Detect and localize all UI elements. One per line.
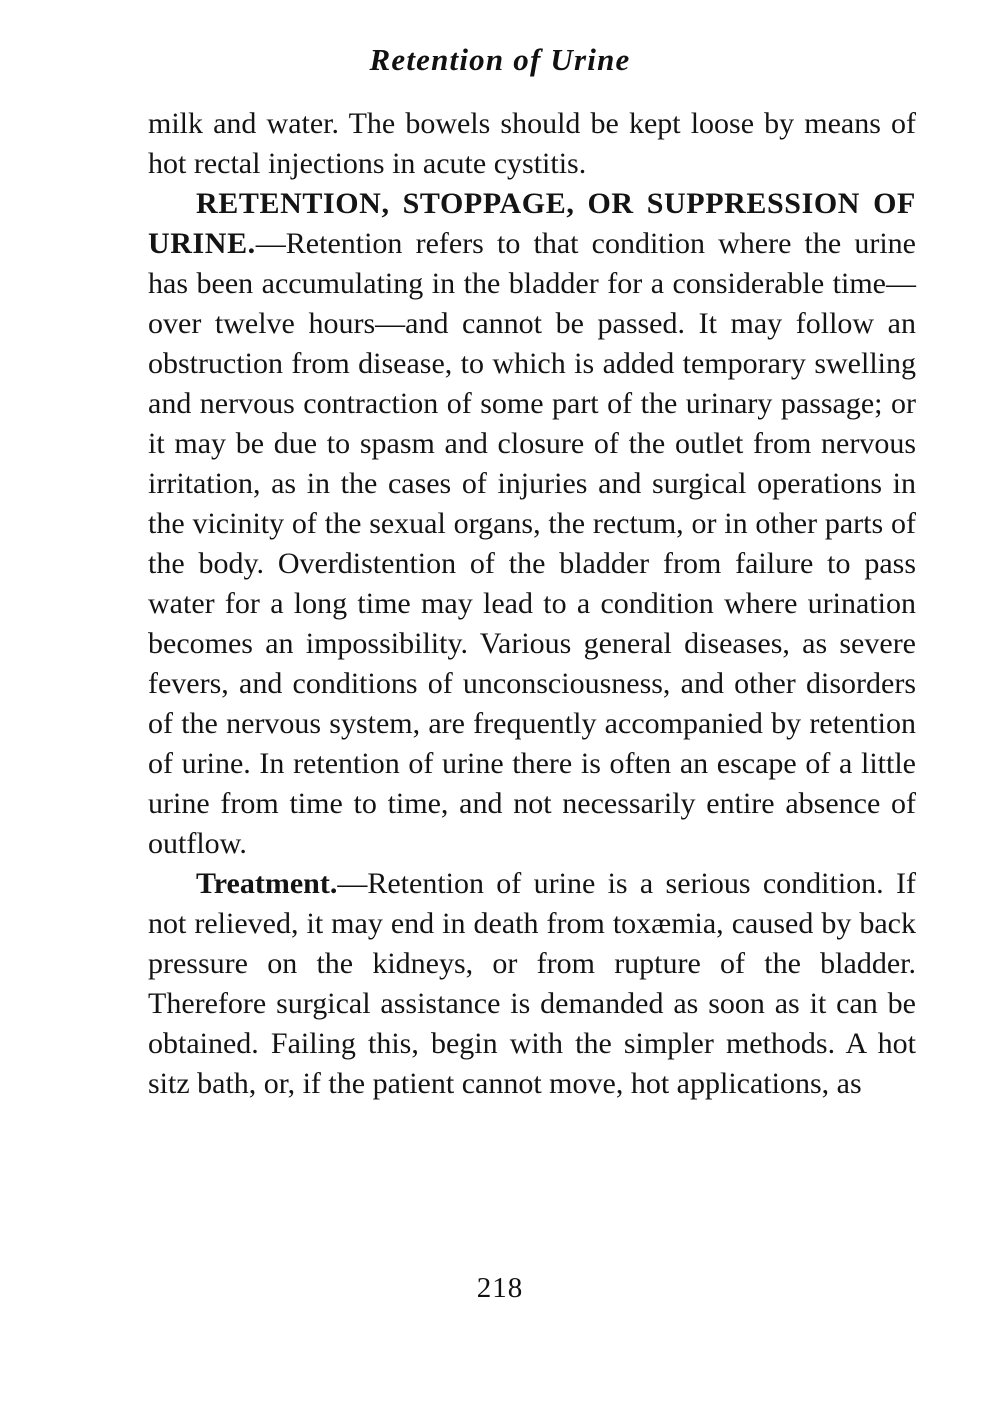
section-heading-retention: RETENTION, STOPPAGE, OR SUPPRESSION OF URINE.	[148, 187, 916, 260]
running-head: Retention of Urine	[369, 42, 631, 77]
text-column	[148, 104, 916, 1104]
em-dash: —	[337, 867, 368, 900]
paragraph-text: Retention refers to that condition where the urine has been accumulating in the bladder for a considerable time—over twelve hours—and cannot be passed. It may follow an obstruction from disease, to which is added temporary swelling and nervous contraction of some part of the urinary passage; or it may be due to spasm and closure of the outlet from nervous irritation, as in the cases of injuries and surgical operations in the vicinity of the sexual organs, the rectum, or in other parts of the body. Overdistention of the bladder from failure to pass water for a long time may lead to a condition where urination becomes an impossibility. Various general diseases, as severe fevers, and conditions of unconsciousness, and other disorders of the nervous system, are frequently accompanied by retention of urine. In retention of urine there is often an escape of a little urine from time to time, and not necessarily entire absence of outflow.	[148, 227, 916, 860]
em-dash: —	[255, 227, 286, 260]
section-heading-treatment: Treatment.	[196, 867, 338, 900]
paragraph-treatment	[148, 864, 916, 1104]
paragraph-retention	[148, 184, 916, 864]
page-number: 218	[476, 1272, 524, 1304]
paragraph-text: milk and water. The bowels should be kept loose by means of hot rectal injections in acute cystitis.	[148, 107, 916, 180]
paragraph-milk-water	[148, 104, 916, 184]
paragraph-text: Retention of urine is a serious condition. If not relieved, it may end in death from toxæmia, caused by back pressure on the kidneys, or from rupture of the bladder. Therefore surgical assistance is demanded as soon as it can be obtained. Failing this, begin with the simpler methods. A hot sitz bath, or, if the patient cannot move, hot applications, as	[148, 867, 916, 1100]
